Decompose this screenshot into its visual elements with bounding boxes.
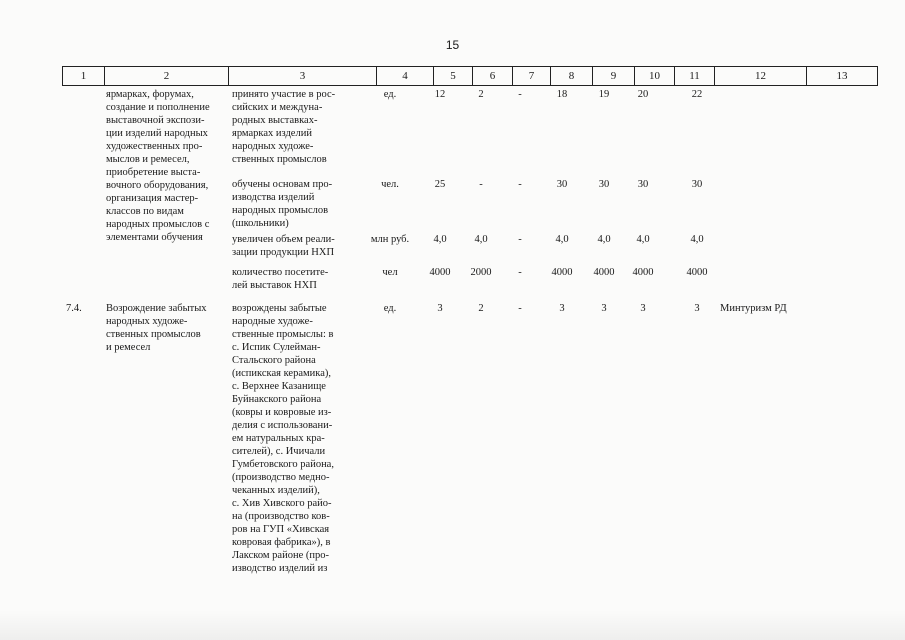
value-col-7: - bbox=[518, 89, 522, 100]
value-col-10: 20 bbox=[637, 89, 649, 100]
value-col-6: 2 bbox=[478, 89, 484, 100]
value-col-11: 4000 bbox=[686, 267, 708, 278]
indicator-text: принято участие в рос- сийских и междуна- родных выставках- ярмарках изделий народных художе- ственных промыслов bbox=[232, 89, 336, 165]
indicator-unit: млн руб. bbox=[370, 234, 410, 245]
row-number: 7.4. bbox=[66, 303, 82, 314]
activity-cell: ярмарках, форумах, создание и пополнение выставочной экспози- ции изделий народных художественных про- мыслов и ремесел, приобретение выста- вочного оборудования, организация мастер- классов по видам народных промыслов с элементами обучения bbox=[106, 89, 210, 243]
col-header-5: 5 bbox=[433, 67, 472, 85]
value-col-7: - bbox=[518, 303, 522, 314]
value-col-11: 22 bbox=[691, 89, 703, 100]
value-col-7: - bbox=[518, 267, 522, 278]
value-col-8: 18 bbox=[556, 89, 568, 100]
table-header-row bbox=[62, 66, 878, 86]
activity-cell: Возрождение забытых народных художе- ственных промыслов и ремесел bbox=[106, 303, 207, 353]
value-col-10: 4,0 bbox=[636, 234, 650, 245]
indicator-text: увеличен объем реали- зации продукции НХП bbox=[232, 234, 335, 258]
indicator-unit: ед. bbox=[383, 89, 397, 100]
value-col-7: - bbox=[518, 234, 522, 245]
indicator-unit: ед. bbox=[383, 303, 397, 314]
value-col-5: 12 bbox=[434, 89, 446, 100]
scan-edge-shadow bbox=[0, 610, 905, 640]
col-header-2: 2 bbox=[104, 67, 228, 85]
value-col-8: 4,0 bbox=[555, 234, 569, 245]
value-col-10: 4000 bbox=[632, 267, 654, 278]
page-number: 15 bbox=[445, 38, 460, 52]
value-col-9: 19 bbox=[598, 89, 610, 100]
value-col-7: - bbox=[518, 179, 522, 190]
executor-cell: Минтуризм РД bbox=[720, 303, 787, 314]
col-header-3: 3 bbox=[228, 67, 376, 85]
value-col-9: 30 bbox=[598, 179, 610, 190]
value-col-8: 4000 bbox=[551, 267, 573, 278]
col-header-13: 13 bbox=[806, 67, 878, 85]
indicator-unit: чел. bbox=[381, 179, 399, 190]
value-col-10: 3 bbox=[640, 303, 646, 314]
value-col-10: 30 bbox=[637, 179, 649, 190]
indicator-unit: чел bbox=[382, 267, 398, 278]
value-col-11: 30 bbox=[691, 179, 703, 190]
value-col-5: 25 bbox=[434, 179, 446, 190]
col-header-11: 11 bbox=[674, 67, 714, 85]
value-col-5: 3 bbox=[437, 303, 443, 314]
col-header-10: 10 bbox=[634, 67, 674, 85]
value-col-6: 2000 bbox=[470, 267, 492, 278]
value-col-9: 4,0 bbox=[597, 234, 611, 245]
indicator-text: количество посетите- лей выставок НХП bbox=[232, 267, 329, 291]
value-col-11: 4,0 bbox=[690, 234, 704, 245]
col-header-1: 1 bbox=[62, 67, 104, 85]
indicator-text: обучены основам про- изводства изделий народных промыслов (школьники) bbox=[232, 179, 333, 229]
value-col-8: 3 bbox=[559, 303, 565, 314]
value-col-11: 3 bbox=[694, 303, 700, 314]
col-header-4: 4 bbox=[376, 67, 433, 85]
value-col-9: 3 bbox=[601, 303, 607, 314]
col-header-8: 8 bbox=[550, 67, 592, 85]
col-header-6: 6 bbox=[472, 67, 512, 85]
value-col-8: 30 bbox=[556, 179, 568, 190]
indicator-text: возрождены забытые народные художе- ственные промыслы: в с. Испик Сулейман- Стальского района (испикская керамика), с. Верхнее Казанище Буйнакского района (ковры и ковровые из- делия с использовани- ем натуральных кра- сителей), с. Ичичали Гумбетовского района, (производство медно- чеканных изделий), с. Хив Хивского райо- на (производство ков- ров на ГУП «Хивская ковровая фабрика»), в Лакском районе (про- изводство изделий из bbox=[232, 303, 334, 574]
col-header-7: 7 bbox=[512, 67, 550, 85]
value-col-6: - bbox=[479, 179, 483, 190]
value-col-5: 4000 bbox=[429, 267, 451, 278]
value-col-9: 4000 bbox=[593, 267, 615, 278]
value-col-6: 2 bbox=[478, 303, 484, 314]
value-col-6: 4,0 bbox=[474, 234, 488, 245]
value-col-5: 4,0 bbox=[433, 234, 447, 245]
col-header-9: 9 bbox=[592, 67, 634, 85]
col-header-12: 12 bbox=[714, 67, 806, 85]
